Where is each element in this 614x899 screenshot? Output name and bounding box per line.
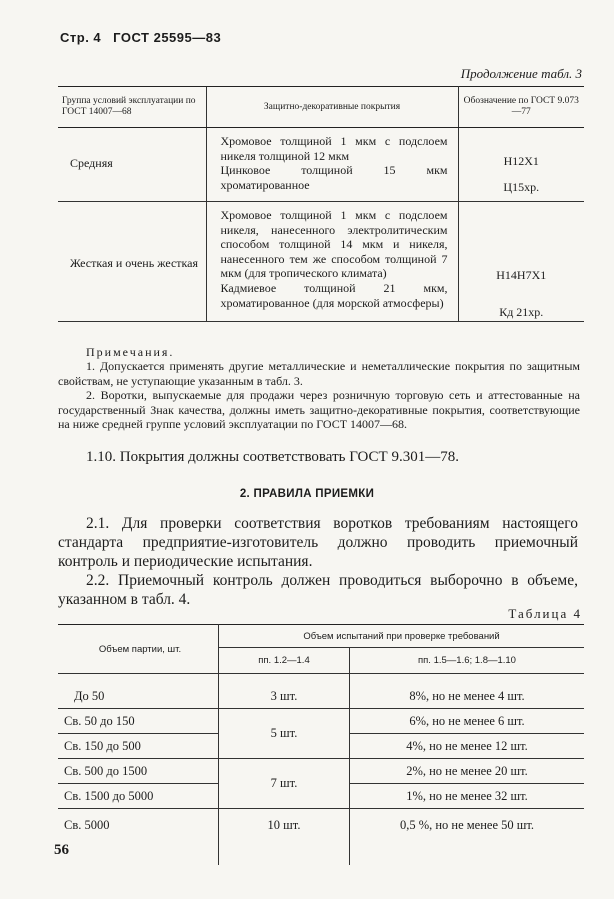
designation-cell bbox=[458, 202, 584, 322]
lot-cell: Св. 50 до 150 bbox=[58, 709, 219, 734]
coating-text: Хромовое толщиной 1 мкм с подслоем никеля толщиной 12 мкм bbox=[220, 134, 448, 163]
table-spacer-row bbox=[58, 841, 584, 865]
percent-cell: 0,5 %, но не менее 50 шт. bbox=[350, 809, 585, 842]
column-header-lot: Объем партии, шт. bbox=[98, 643, 182, 655]
designation-text: Н14Н7Х1 bbox=[496, 268, 547, 282]
section-body bbox=[58, 514, 578, 609]
standard-number: ГОСТ 25595—83 bbox=[113, 30, 222, 45]
group-cell: Средняя bbox=[70, 156, 113, 170]
notes-title: Примечания. bbox=[86, 345, 175, 359]
lot-cell: До 50 bbox=[58, 674, 219, 709]
note-item: 2. Воротки, выпускаемые для продажи через розничную торговую сеть и аттестованные на государственный Знак качества, должны иметь защитно-декоративные покрытия, соответствующие на ниже средней группе условий эксплуатации по ГОСТ 14007—68. bbox=[58, 388, 580, 432]
paragraph-2-1: 2.1. Для проверки соответствия воротков требованиям настоящего стандарта предприятие-изготовитель должно проводить приемочный контроль и периодические испытания. bbox=[58, 515, 578, 570]
column-header-coatings: Защитно-декоративные покрытия bbox=[206, 87, 458, 128]
size-cell: 5 шт. bbox=[219, 709, 350, 759]
table-header-row bbox=[58, 87, 584, 128]
section-title: 2. ПРАВИЛА ПРИЕМКИ bbox=[239, 488, 375, 500]
percent-cell: 8%, но не менее 4 шт. bbox=[350, 674, 585, 709]
table-caption: Таблица 4 bbox=[508, 606, 582, 621]
table-row bbox=[58, 809, 584, 842]
column-header-designation: Обозначение по ГОСТ 9.073—77 bbox=[458, 87, 584, 128]
coating-description-cell bbox=[206, 128, 458, 202]
table-row bbox=[58, 759, 584, 784]
table-row bbox=[58, 202, 584, 322]
percent-cell: 2%, но не менее 20 шт. bbox=[350, 759, 585, 784]
notes-block bbox=[58, 345, 580, 431]
table-row bbox=[58, 709, 584, 734]
paragraph-2-2: 2.2. Приемочный контроль должен проводиться выборочно в объеме, указанном в табл. 4. bbox=[58, 572, 578, 608]
designation-text: Ц15хр. bbox=[503, 180, 540, 194]
table-continuation-label: Продолжение табл. 3 bbox=[460, 66, 582, 81]
note-item: 1. Допускается применять другие металлические и неметаллические покрытия по защитным свойствам, не уступающие указанным в табл. 3. bbox=[58, 359, 580, 388]
clause-1-10: 1.10. Покрытия должны соответствовать ГОСТ 9.301—78. bbox=[86, 449, 459, 465]
lot-cell: Св. 150 до 500 bbox=[58, 734, 219, 759]
page-header bbox=[60, 30, 221, 45]
table-row bbox=[58, 128, 584, 202]
column-header-group: Объем испытаний при проверке требований bbox=[219, 625, 585, 648]
coating-text: Хромовое толщиной 1 мкм с подслоем никеля, нанесенного электролитическим способом толщиной 14 мкм и никеля, нанесенного тем же способом толщиной 7 мкм (для тропического климата) bbox=[220, 208, 448, 281]
size-cell: 10 шт. bbox=[219, 809, 350, 842]
size-cell: 3 шт. bbox=[219, 674, 350, 709]
group-cell: Жесткая и очень жесткая bbox=[58, 202, 206, 322]
percent-cell: 1%, но не менее 32 шт. bbox=[350, 784, 585, 809]
page-label: Стр. 4 bbox=[60, 30, 102, 45]
subheader-2: пп. 1.5—1.6; 1.8—1.10 bbox=[350, 648, 585, 674]
sampling-table bbox=[58, 624, 584, 865]
table-row bbox=[58, 674, 584, 709]
page-number: 56 bbox=[54, 842, 69, 858]
lot-cell: Св. 5000 bbox=[58, 809, 219, 842]
column-header-conditions: Группа условий эксплуатации по ГОСТ 14007—68 bbox=[58, 87, 206, 128]
designation-text: Кд 21хр. bbox=[499, 305, 544, 319]
designation-text: Н12Х1 bbox=[503, 154, 539, 168]
lot-cell: Св. 1500 до 5000 bbox=[58, 784, 219, 809]
coatings-table bbox=[58, 86, 584, 322]
coating-text: Кадмиевое толщиной 21 мкм, хроматированное (для морской атмосферы) bbox=[220, 280, 448, 310]
lot-cell: Св. 500 до 1500 bbox=[58, 759, 219, 784]
percent-cell: 4%, но не менее 12 шт. bbox=[350, 734, 585, 759]
percent-cell: 6%, но не менее 6 шт. bbox=[350, 709, 585, 734]
coating-text: Цинковое толщиной 15 мкм хроматированное bbox=[220, 163, 448, 192]
size-cell: 7 шт. bbox=[219, 759, 350, 809]
subheader-1: пп. 1.2—1.4 bbox=[219, 648, 350, 674]
table-header-row bbox=[58, 625, 584, 648]
coating-description-cell bbox=[206, 202, 458, 322]
designation-cell bbox=[458, 128, 584, 202]
